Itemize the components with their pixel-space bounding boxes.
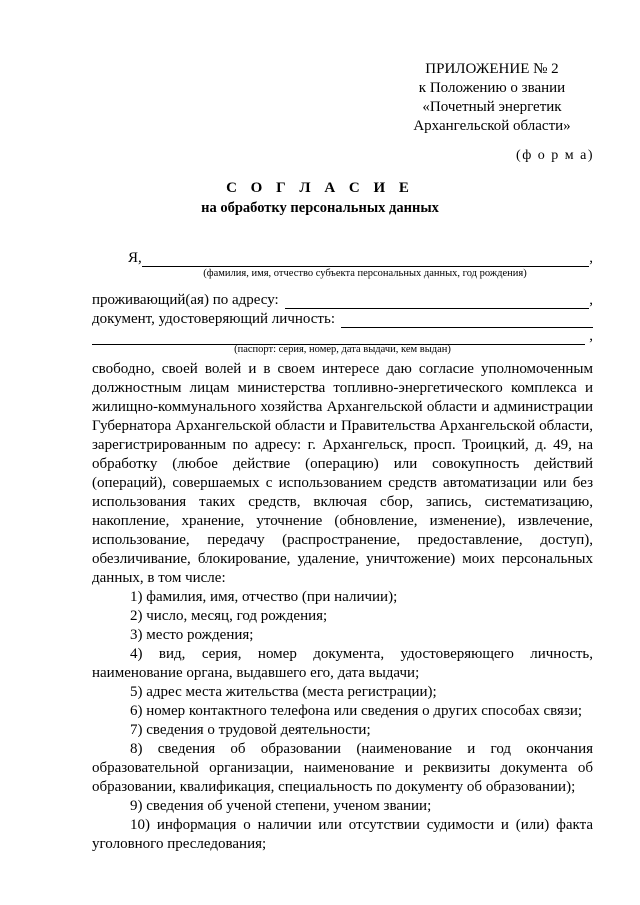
list-item: 10) информация о наличии или отсутствии судимости и (или) факта уголовного преследования;: [92, 817, 593, 852]
name-input-line[interactable]: [142, 251, 589, 267]
address-comma: ,: [589, 292, 593, 308]
list-item: 8) сведения об образовании (наименование и год окончания образовательной организации, наименование и реквизиты документа об образовании, квалификация, специальность по документу об образовании);: [92, 741, 593, 795]
name-caption: (фамилия, имя, отчество субъекта персональных данных, год рождения): [203, 268, 527, 279]
address-input-line[interactable]: [285, 293, 590, 309]
document-label: документ, удостоверяющий личность:: [92, 311, 335, 327]
list-item: 7) сведения о трудовой деятельности;: [130, 722, 371, 738]
appendix-line-1: ПРИЛОЖЕНИЕ № 2: [425, 61, 559, 77]
document-input-line[interactable]: [341, 312, 593, 328]
address-row: [92, 292, 593, 309]
list-item: 2) число, месяц, год рождения;: [130, 608, 328, 624]
address-label: проживающий(ая) по адресу:: [92, 292, 279, 308]
ya-label: Я,: [128, 250, 142, 266]
list-item: 1) фамилия, имя, отчество (при наличии);: [130, 589, 398, 605]
list-item: 5) адрес места жительства (места регистрации);: [130, 684, 437, 700]
consent-paragraph: свободно, своей волей и в своем интересе даю согласие уполномоченным должностным лицам министерства топливно-энергетического комплекса и жилищно-коммунального хозяйства Архангельской области и администрации Губернатора Архангельской области и Правительства Архангельской области, зарегистрированным по адресу: г. Архангельск, просп. Троицкий, д. 49, на обработку (любое действие (операцию) или совокупность действий (операций), совершаемых с использованием средств автоматизации или без использования таких средств, включая сбор, запись, систематизацию, накопление, хранение, уточнение (обновление, изменение), извлечение, использование, передачу (распространение, предоставление, доступ), обезличивание, блокирование, удаление, уничтожение) моих персональных данных, в том числе:: [92, 361, 593, 586]
document-continuation-row: [92, 328, 593, 345]
document-comma: ,: [589, 328, 593, 344]
document-title: С О Г Л А С И Е: [226, 180, 414, 196]
document-row: [92, 311, 593, 328]
document-continuation-line[interactable]: [92, 329, 585, 345]
list-item: 4) вид, серия, номер документа, удостоверяющего личность, наименование органа, выдавшего его, дата выдачи;: [92, 646, 593, 681]
name-comma: ,: [589, 250, 593, 266]
appendix-header: [392, 60, 592, 136]
appendix-line-3: «Почетный энергетик: [422, 99, 562, 115]
appendix-line-2: к Положению о звании: [418, 80, 566, 96]
list-item: 9) сведения об ученой степени, ученом звании;: [130, 798, 432, 814]
appendix-line-4: Архангельской области»: [413, 118, 571, 134]
name-row: [128, 250, 593, 267]
passport-caption: (паспорт: серия, номер, дата выдачи, кем выдан): [234, 344, 451, 355]
document-subtitle: на обработку персональных данных: [201, 200, 439, 216]
consent-body: [92, 360, 593, 854]
list-item: 3) место рождения;: [130, 627, 254, 643]
list-item: 6) номер контактного телефона или сведения о других способах связи;: [130, 703, 583, 719]
form-label: (ф о р м а): [516, 148, 594, 163]
